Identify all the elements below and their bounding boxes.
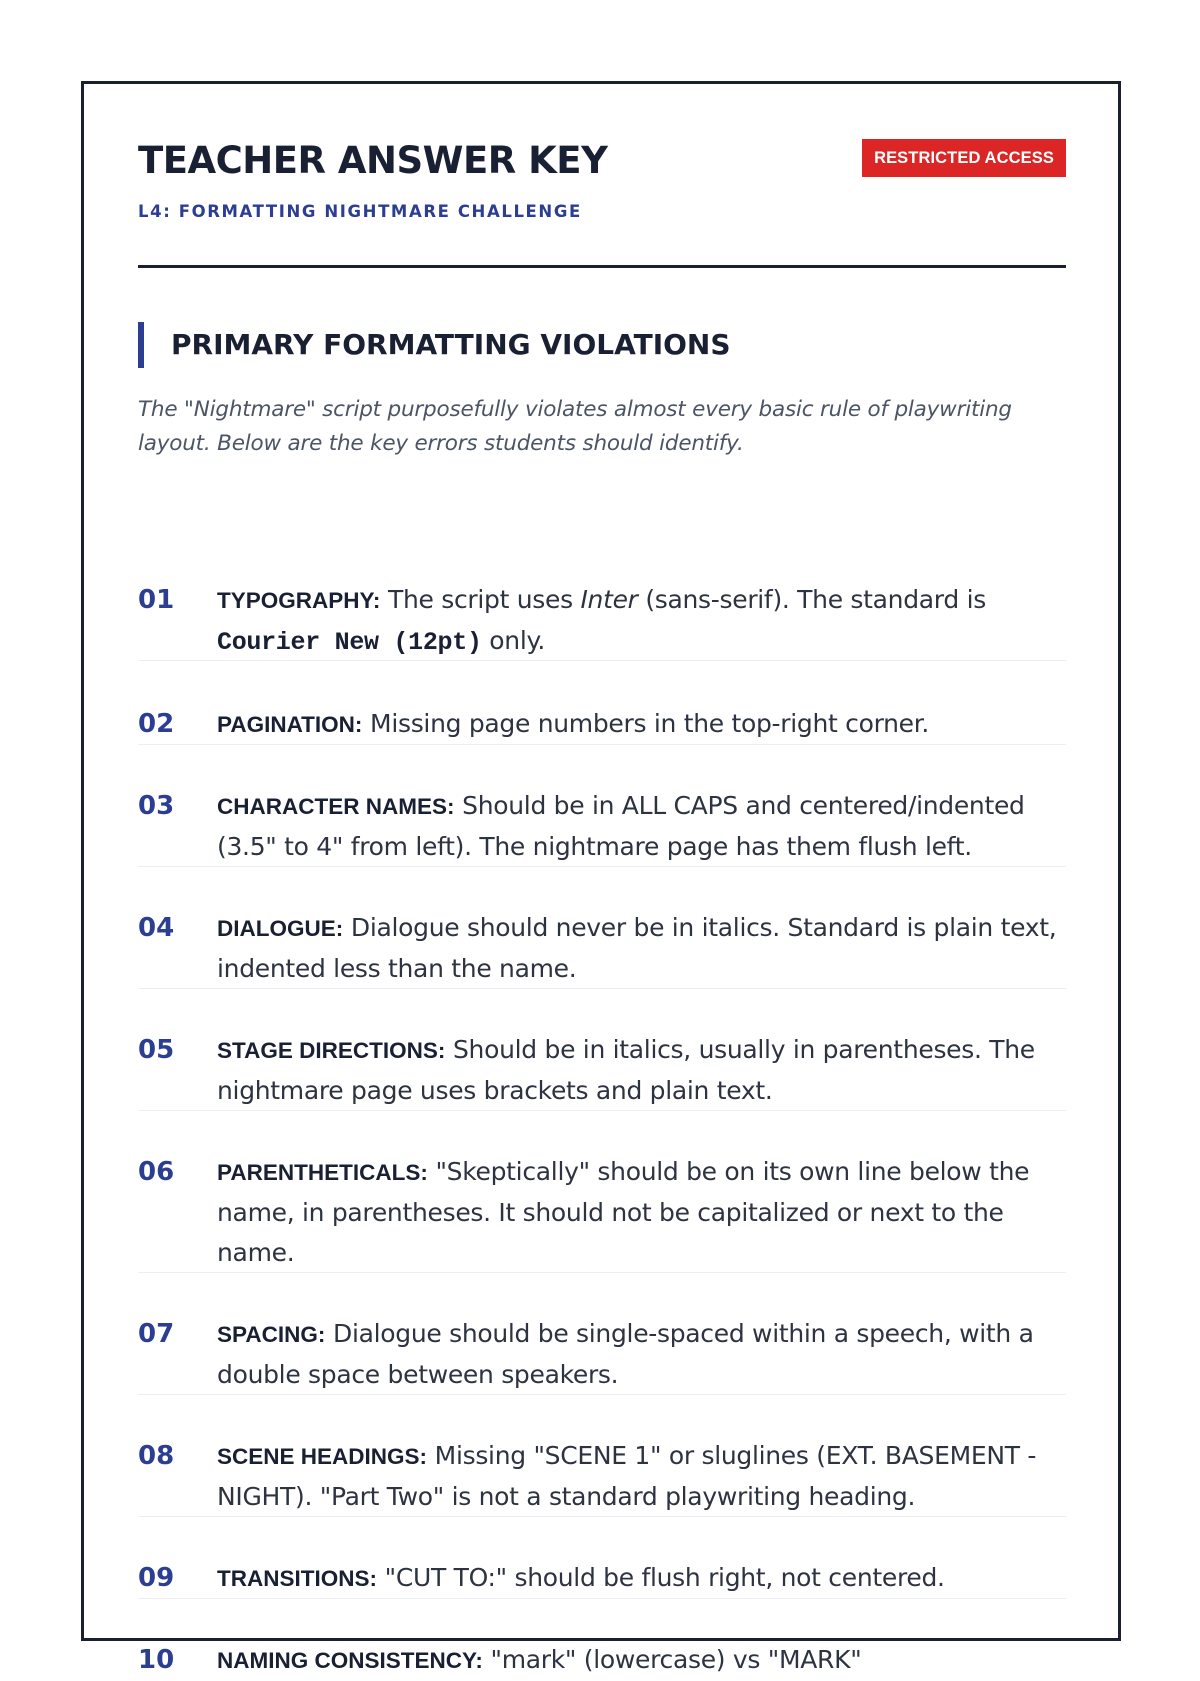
item-text: Should be in ALL CAPS and centered/indented (3.5" to 4" from left). The nightmare page has them flush left.: [217, 791, 1025, 861]
item-text: Missing page numbers in the top-right corner.: [362, 709, 930, 738]
lesson-subtitle: L4: FORMATTING NIGHTMARE CHALLENGE: [138, 202, 582, 221]
item-label: CHARACTER NAMES:: [217, 794, 455, 819]
item-label: TRANSITIONS:: [217, 1566, 377, 1591]
item-body: [217, 1436, 1065, 1517]
item-text: "Skeptically" should be on its own line below the name, in parentheses. It should not be capitalized or next to the name.: [217, 1157, 1030, 1267]
list-item: [138, 908, 1066, 989]
item-label: SCENE HEADINGS:: [217, 1444, 428, 1469]
item-text: Dialogue should never be in italics. Standard is plain text, indented less than the name.: [217, 913, 1057, 983]
item-text: Should be in italics, usually in parentheses. The nightmare page uses brackets and plain text.: [217, 1035, 1035, 1105]
item-number: 08: [138, 1441, 175, 1471]
list-item: [138, 1436, 1066, 1517]
restricted-access-badge: RESTRICTED ACCESS: [862, 139, 1066, 177]
item-number: 05: [138, 1035, 175, 1065]
list-item: [138, 1152, 1066, 1273]
list-item: [138, 1558, 1066, 1599]
item-text-italic: Inter: [580, 585, 638, 614]
item-body: [217, 1030, 1065, 1111]
item-body: [217, 704, 1065, 745]
item-number: 01: [138, 585, 175, 615]
item-number: 06: [138, 1157, 175, 1187]
item-label: PAGINATION:: [217, 712, 363, 737]
item-number: 03: [138, 791, 175, 821]
list-item: [138, 786, 1066, 867]
item-body: [217, 580, 1065, 663]
header-divider: [138, 265, 1066, 268]
item-body: [217, 908, 1065, 989]
item-text: Dialogue should be single-spaced within a speech, with a double space between speakers.: [217, 1319, 1034, 1389]
item-number: 04: [138, 913, 175, 943]
item-body: [217, 1152, 1065, 1273]
item-body: [217, 786, 1065, 867]
item-number: 02: [138, 709, 175, 739]
item-label: TYPOGRAPHY:: [217, 588, 381, 613]
section-title: PRIMARY FORMATTING VIOLATIONS: [171, 328, 731, 361]
item-label: DIALOGUE:: [217, 916, 344, 941]
item-body: [217, 1314, 1065, 1395]
item-number: 09: [138, 1563, 175, 1593]
item-text: Missing "SCENE 1" or sluglines (EXT. BASEMENT - NIGHT). "Part Two" is not a standard playwriting heading.: [217, 1441, 1037, 1511]
item-text: The script uses: [380, 585, 581, 614]
section-heading: [138, 322, 1066, 368]
item-label: STAGE DIRECTIONS:: [217, 1038, 446, 1063]
item-text: (sans-serif). The standard is: [637, 585, 986, 614]
item-text-monospace: Courier New (12pt): [217, 628, 482, 657]
item-text: "mark" (lowercase) vs "MARK": [482, 1645, 862, 1674]
item-number: 07: [138, 1319, 175, 1349]
list-item: [138, 1640, 1066, 1681]
list-item: [138, 704, 1066, 745]
section-accent-bar: [138, 322, 144, 368]
item-number: 10: [138, 1645, 175, 1675]
page-title: TEACHER ANSWER KEY: [138, 139, 608, 182]
list-item: [138, 1314, 1066, 1395]
item-body: [217, 1558, 1065, 1599]
item-text: "CUT TO:" should be flush right, not centered.: [377, 1563, 945, 1592]
item-label: NAMING CONSISTENCY:: [217, 1648, 483, 1673]
item-text: only.: [481, 626, 546, 655]
item-label: SPACING:: [217, 1322, 326, 1347]
item-body: [217, 1640, 1065, 1681]
list-item: [138, 580, 1066, 661]
section-intro: The "Nightmare" script purposefully violates almost every basic rule of playwriting layout. Below are the key errors students should identify.: [138, 397, 1012, 456]
answer-key-page: [81, 81, 1121, 1675]
list-item: [138, 1030, 1066, 1111]
item-label: PARENTHETICALS:: [217, 1160, 428, 1185]
